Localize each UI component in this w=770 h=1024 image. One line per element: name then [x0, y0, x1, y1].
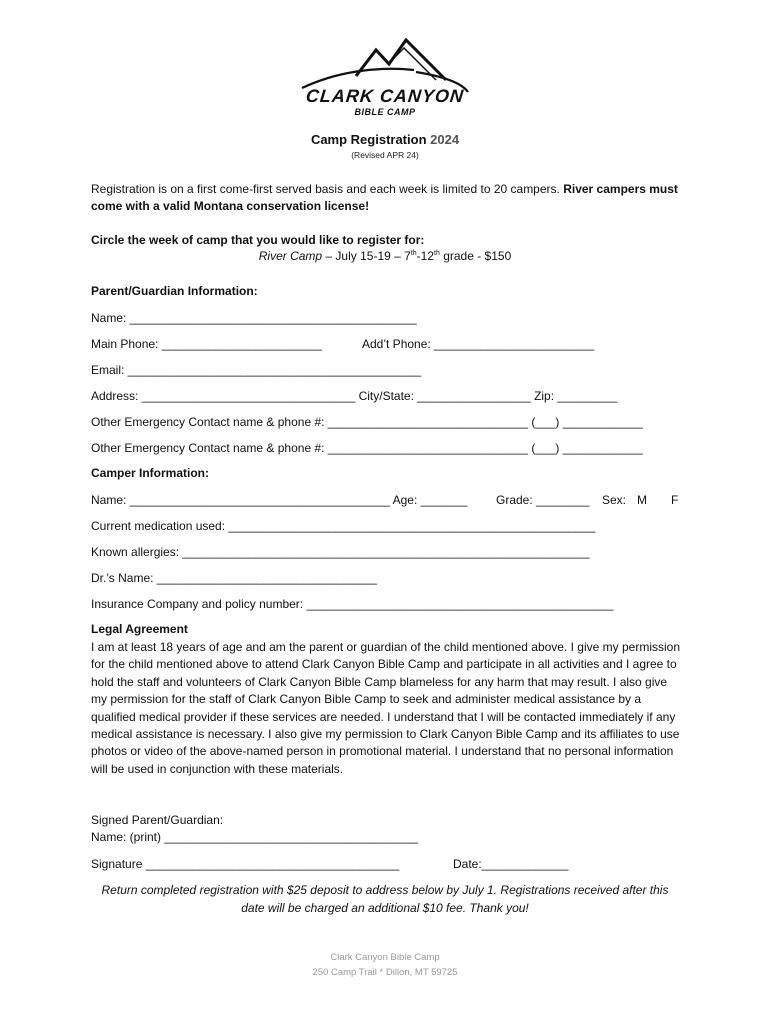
camper-sex-label: Sex: [602, 493, 627, 507]
signed-label: Signed Parent/Guardian: [91, 813, 224, 827]
return-instructions: Return completed registration with $25 deposit to address below by July 1. Registrations received after this date will be charged an additional $10 fee. Thank you! [101, 883, 669, 915]
footer-street: 250 Camp Trail * Dillon, MT 59725 [312, 967, 458, 978]
grade-sup-2: th [434, 250, 440, 257]
grade-mid: -12 [416, 249, 435, 263]
page-title [0, 132, 770, 147]
logo-subtitle: BIBLE CAMP [354, 107, 416, 117]
sex-option-m[interactable]: M [637, 493, 647, 507]
camp-logo [296, 36, 474, 122]
camper-grade-field[interactable]: Grade: ________ [496, 493, 590, 507]
intro-license-note: River campers must come with a valid Montana conservation license! [91, 182, 678, 213]
emergency-contact-2-field[interactable]: Other Emergency Contact name & phone #: ______________________________ (___) ____________ [91, 441, 643, 455]
title-text: Camp Registration [310, 132, 427, 147]
camper-section-heading: Camper Information: [91, 466, 210, 480]
date-field[interactable]: Date:_____________ [453, 857, 569, 871]
logo-camp-name: CLARK CANYON [305, 86, 466, 106]
camp-dates: – July 15-19 – 7 [322, 249, 411, 263]
emergency-contact-1-field[interactable]: Other Emergency Contact name & phone #: ______________________________ (___) ____________ [91, 415, 643, 429]
insurance-field[interactable]: Insurance Company and policy number: ______________________________________________ [91, 597, 614, 611]
legal-heading: Legal Agreement [91, 622, 188, 636]
footer-camp-name: Clark Canyon Bible Camp [330, 952, 440, 963]
signature-field[interactable]: Signature ______________________________________ [91, 857, 400, 871]
parent-name-field[interactable]: Name: ___________________________________________ [91, 311, 417, 325]
grade-price: grade - $150 [439, 249, 512, 263]
grade-sup-1: th [410, 250, 417, 257]
print-name-field[interactable]: Name: (print) ______________________________________ [91, 830, 418, 844]
signature-block [91, 812, 418, 846]
title-year: 2024 [430, 132, 460, 147]
email-field[interactable]: Email: ____________________________________________ [91, 363, 422, 377]
week-heading: Circle the week of camp that you would like to register for: [91, 233, 425, 247]
camp-name: River Camp [258, 249, 323, 263]
revised-note: (Revised APR 24) [351, 150, 419, 160]
intro-text: Registration is on a first come-first served basis and each week is limited to 20 campers. [91, 182, 564, 196]
additional-phone-field[interactable]: Add’t Phone: ________________________ [362, 337, 595, 351]
allergies-field[interactable]: Known allergies: _____________________________________________________________ [91, 545, 590, 559]
main-phone-field[interactable]: Main Phone: ________________________ [91, 337, 322, 351]
river-camp-option[interactable] [0, 249, 770, 263]
camper-name-age-field[interactable]: Name: _______________________________________ Age: _______ [91, 493, 468, 507]
doctor-name-field[interactable]: Dr.’s Name: _________________________________ [91, 571, 378, 585]
parent-section-heading: Parent/Guardian Information: [91, 284, 258, 298]
address-field[interactable]: Address: ________________________________ City/State: _________________ Zip: _________ [91, 389, 618, 403]
sex-option-f[interactable]: F [671, 493, 679, 507]
footer-address [0, 950, 770, 980]
legal-agreement-text: I am at least 18 years of age and am the parent or guardian of the child mentioned above. I give my permission for the child mentioned above to attend Clark Canyon Bible Camp and participate in all activities and I agree to hold the staff and volunteers of Clark Canyon Bible Camp blameless for any harm that may result. I also give my permission for the staff of Clark Canyon Bible Camp to seek and administer medical assistance by a qualified medical provider if these services are needed. I understand that I will be contacted immediately if any medical assistance is necessary. I also give my permission to Clark Canyon Bible Camp and its affiliates to use photos or video of the above-named person in promotional material. I understand that no personal information will be used in conjunction with these materials. [91, 640, 681, 776]
medication-field[interactable]: Current medication used: _______________________________________________________ [91, 519, 596, 533]
intro-paragraph [91, 181, 681, 215]
